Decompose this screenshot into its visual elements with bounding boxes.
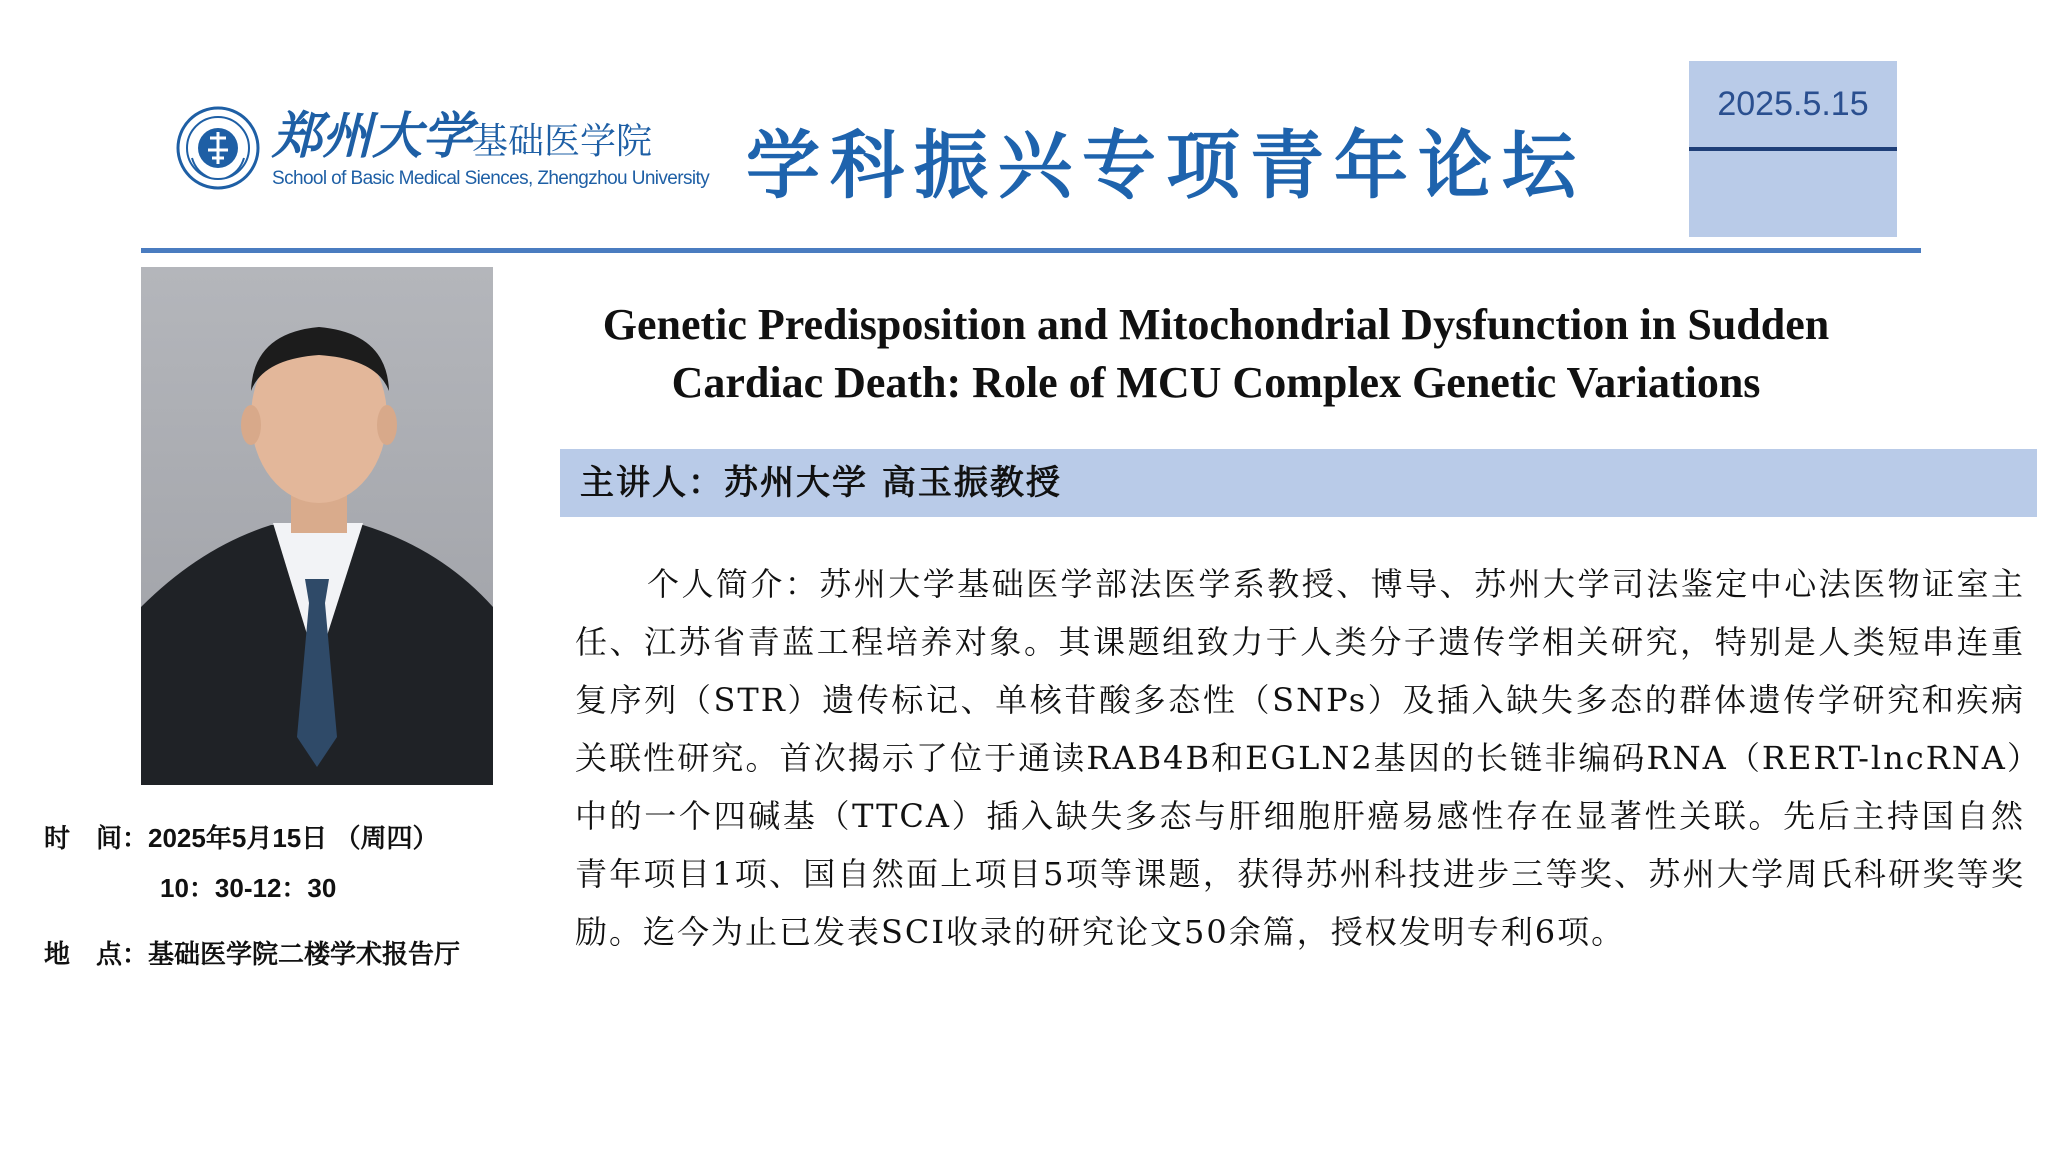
talk-title-line-2: Cardiac Death: Role of MCU Complex Genetic Variations: [671, 358, 1761, 407]
date-box: [1689, 61, 1897, 237]
talk-title-line-1: Genetic Predisposition and Mitochondrial Dysfunction in Sudden: [602, 300, 1830, 349]
place-value: 基础医学院二楼学术报告厅: [148, 939, 461, 969]
time-label: 时 间：: [44, 823, 149, 853]
school-name-en: School of Basic Medical Siences, Zhengzhou University: [272, 168, 710, 189]
time-row: [44, 818, 438, 855]
date-underline: [1689, 147, 1897, 151]
place-row: [44, 934, 460, 971]
time-date: 2025年5月15日 （周四）: [148, 823, 439, 853]
talk-title: [540, 296, 1892, 412]
speaker-name: 主讲人：苏州大学 高玉振教授: [580, 463, 1062, 503]
time-hours: 10：30-12：30: [160, 873, 337, 903]
speaker-bio: 个人简介：苏州大学基础医学部法医学系教授、博导、苏州大学司法鉴定中心法医物证室主任、江苏省青蓝工程培养对象。其课题组致力于人类分子遗传学相关研究，特别是人类短串连重复序列（STR）遗传标记、单核苷酸多态性（SNPs）及插入缺失多态的群体遗传学研究和疾病关联性研究。首次揭示了位于通读RAB4B和EGLN2基因的长链非编码RNA（RERT-lncRNA）中的一个四碱基（TTCA）插入缺失多态与肝细胞肝癌易感性存在显著性关联。先后主持国自然青年项目1项、国自然面上项目5项等课题，获得苏州科技进步三等奖、苏州大学周氏科研奖等奖励。迄今为止已发表SCI收录的研究论文50余篇，授权发明专利6项。: [575, 565, 2025, 951]
header-divider: [141, 248, 1921, 253]
university-name-cn: 郑州大学: [272, 106, 472, 165]
school-name-cn: 基础医学院: [472, 121, 653, 162]
university-emblem-icon: [176, 106, 260, 190]
forum-title: 学科振兴专项青年论坛: [746, 123, 1586, 209]
logo-name-cn: [272, 104, 652, 168]
school-logo: [176, 104, 716, 204]
speaker-portrait: [141, 267, 493, 785]
place-label: 地 点：: [44, 939, 149, 969]
speaker-bar: [560, 449, 2037, 517]
event-date: 2025.5.15: [1717, 85, 1869, 123]
